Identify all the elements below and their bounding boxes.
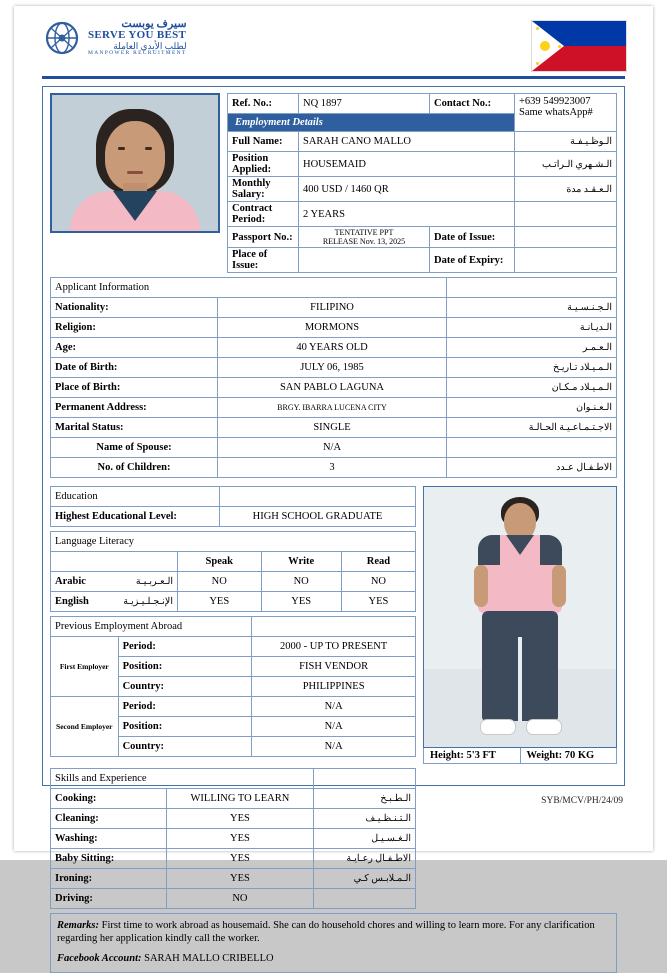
height-value: 5'3 FT <box>466 750 496 761</box>
second-employer-text: Second Employer <box>56 722 113 731</box>
english-write: YES <box>261 592 341 612</box>
place-of-issue-value <box>299 248 430 273</box>
cooking-arabic: الـطـبـخ <box>313 789 415 809</box>
baby-sitting-value: YES <box>167 849 313 869</box>
second-period-label: Period: <box>118 697 252 717</box>
place-of-birth-arabic: الـمـيـلاد مـكـان <box>447 378 617 398</box>
employment-details-block <box>227 93 617 273</box>
table-row <box>51 532 416 552</box>
permanent-address-arabic: الـعـنـوان <box>447 398 617 418</box>
second-period-value: N/A <box>252 697 416 717</box>
age-label: Age: <box>51 338 218 358</box>
ironing-arabic: الـمـلابـس كـي <box>313 869 415 889</box>
second-position-value: N/A <box>252 717 416 737</box>
education-table <box>50 486 416 527</box>
religion-arabic: الـديـانـة <box>447 318 617 338</box>
first-employer-label <box>51 637 119 697</box>
marital-status-arabic: الاجـتـمـاعـيـة الحـالـة <box>447 418 617 438</box>
cv-sheet <box>14 6 653 965</box>
table-row <box>228 202 617 227</box>
highest-education-label: Highest Educational Level: <box>51 507 220 527</box>
age-value: 40 YEARS OLD <box>218 338 447 358</box>
permanent-address-label: Permanent Address: <box>51 398 218 418</box>
logo-text-block <box>88 19 187 57</box>
contact-no-label: Contact No.: <box>430 94 515 114</box>
education-band-arabic: الـتـعـلـيـمي الـمـسـتـوى <box>220 487 416 507</box>
contract-period-label: Contract Period: <box>228 202 299 227</box>
table-row <box>51 418 617 438</box>
date-of-birth-arabic: الـمـيـلاد تـاريـخ <box>447 358 617 378</box>
logo-english-title: SERVE YOU BEST <box>88 29 187 42</box>
logo-tagline: MANPOWER RECRUITMENT <box>88 50 187 57</box>
facebook-value: SARAH MALLO CRIBELLO <box>144 953 274 965</box>
first-position-label: Position: <box>118 657 252 677</box>
table-row <box>51 789 416 809</box>
language-english-label: English <box>55 596 89 607</box>
religion-value: MORMONS <box>218 318 447 338</box>
language-english-row <box>51 592 178 612</box>
position-applied-arabic: الـشـهري الـراتـب <box>515 152 617 177</box>
mid-section <box>50 486 617 764</box>
language-literacy-table <box>50 531 416 612</box>
full-name-arabic: الـوظـيـفـة <box>515 132 617 152</box>
language-english-native: الإنـجـلـيـزيـة <box>123 597 173 607</box>
table-row <box>51 617 416 637</box>
date-of-issue-value <box>515 227 617 248</box>
remarks-text: First time to work abroad as housemaid. She can do household chores and willing to learn more. For any clarification regarding her application kindly call the worker. <box>57 920 595 945</box>
skills-table <box>50 768 416 909</box>
table-row <box>51 829 416 849</box>
mid-left-column <box>50 486 416 764</box>
baby-sitting-arabic: الاطـفـال رعـايـة <box>313 849 415 869</box>
language-literacy-band: Language Literacy <box>51 532 416 552</box>
previous-employment-band: Previous Employment Abroad <box>51 617 252 637</box>
second-country-label: Country: <box>118 737 252 757</box>
cleaning-value: YES <box>167 809 313 829</box>
table-row <box>51 889 416 909</box>
nationality-value: FILIPINO <box>218 298 447 318</box>
place-of-birth-value: SAN PABLO LAGUNA <box>218 378 447 398</box>
baby-sitting-label: Baby Sitting: <box>51 849 167 869</box>
nationality-arabic: الـجـنـسـيـة <box>447 298 617 318</box>
table-row <box>51 338 617 358</box>
driving-arabic <box>313 889 415 909</box>
weight-label: Weight: <box>526 750 563 761</box>
contract-period-value: 2 YEARS <box>299 202 515 227</box>
english-speak: YES <box>178 592 262 612</box>
table-row <box>51 809 416 829</box>
position-applied-value: HOUSEMAID <box>299 152 515 177</box>
cooking-value: WILLING TO LEARN <box>167 789 313 809</box>
name-of-spouse-arabic <box>447 438 617 458</box>
second-position-label: Position: <box>118 717 252 737</box>
washing-arabic: الـغـسـيـل <box>313 829 415 849</box>
language-arabic-label: Arabic <box>55 576 86 587</box>
language-col-read: Read <box>341 552 415 572</box>
ironing-label: Ironing: <box>51 869 167 889</box>
full-name-value: SARAH CANO MALLO <box>299 132 515 152</box>
table-row <box>51 592 416 612</box>
table-row <box>51 358 617 378</box>
applicant-information-table <box>50 277 617 478</box>
language-col-write: Write <box>261 552 341 572</box>
logo-arabic-subtitle: لطلب الأيدي العاملة <box>113 40 187 51</box>
monthly-salary-label: Monthly Salary: <box>228 177 299 202</box>
mid-right-column <box>423 486 617 764</box>
facebook-line <box>57 952 610 965</box>
full-body-photo <box>423 486 617 748</box>
globe-icon <box>42 18 82 58</box>
measurements-row <box>423 748 617 764</box>
table-row <box>51 278 617 298</box>
table-row <box>51 637 416 657</box>
applicant-information-band: Applicant Information <box>51 278 447 298</box>
table-row <box>228 177 617 202</box>
arabic-read: NO <box>341 572 415 592</box>
remarks-block <box>50 913 617 973</box>
contact-phone: +639 549923007 <box>519 96 591 107</box>
employment-details-band-cell <box>228 114 515 132</box>
date-of-expiry-value <box>515 248 617 273</box>
first-period-label: Period: <box>118 637 252 657</box>
previous-employment-band-arabic: الـبـلاد خـارج خـبـرة <box>252 617 416 637</box>
no-of-children-arabic: الاطـفـال عـدد <box>447 458 617 478</box>
no-of-children-label: No. of Children: <box>51 458 218 478</box>
philippines-flag-icon <box>531 20 627 72</box>
passport-no-label: Passport No.: <box>228 227 299 248</box>
table-row <box>51 697 416 717</box>
table-row <box>228 248 617 273</box>
contract-period-arabic <box>515 202 617 227</box>
passport-no-value: TENTATIVE PPT RELEASE Nov. 13, 2025 <box>299 227 430 248</box>
date-of-birth-value: JULY 06, 1985 <box>218 358 447 378</box>
table-row <box>51 869 416 889</box>
second-employer-label <box>51 697 119 757</box>
first-country-value: PHILIPPINES <box>252 677 416 697</box>
driving-value: NO <box>167 889 313 909</box>
skills-band-arabic: الـعـمـلـيـة خـبـرة <box>313 769 415 789</box>
place-of-birth-label: Place of Birth: <box>51 378 218 398</box>
table-row <box>51 458 617 478</box>
place-of-issue-label: Place of Issue: <box>228 248 299 273</box>
facebook-label: Facebook Account: <box>57 953 142 965</box>
first-employer-text: First Employer <box>59 662 109 671</box>
education-band: Education <box>51 487 220 507</box>
table-row <box>51 298 617 318</box>
language-arabic-native: الـعـربـيـة <box>135 577 173 587</box>
top-section <box>50 93 617 273</box>
remarks-label: Remarks: <box>57 920 99 931</box>
washing-value: YES <box>167 829 313 849</box>
cooking-label: Cooking: <box>51 789 167 809</box>
language-col-speak: Speak <box>178 552 262 572</box>
highest-education-value: HIGH SCHOOL GRADUATE <box>220 507 416 527</box>
religion-label: Religion: <box>51 318 218 338</box>
arabic-speak: NO <box>178 572 262 592</box>
table-row <box>228 132 617 152</box>
table-row <box>228 94 617 114</box>
table-row <box>51 398 617 418</box>
cleaning-label: Cleaning: <box>51 809 167 829</box>
arabic-write: NO <box>261 572 341 592</box>
second-country-value: N/A <box>252 737 416 757</box>
height-cell <box>424 748 521 763</box>
table-row <box>51 487 416 507</box>
permanent-address-value: BRGY. IBARRA LUCENA CITY <box>218 398 447 418</box>
logo-arabic-title: سيرف يوبست <box>121 17 187 30</box>
language-col-blank <box>51 552 178 572</box>
table-row <box>51 378 617 398</box>
height-label: Height: <box>430 750 464 761</box>
document-footer-code: SYB/MCV/PH/24/09 <box>541 796 623 806</box>
age-arabic: الـعـمـر <box>447 338 617 358</box>
ref-no-label: Ref. No.: <box>228 94 299 114</box>
ironing-value: YES <box>167 869 313 889</box>
table-row <box>228 152 617 177</box>
header-divider <box>42 76 625 79</box>
employment-details-band: Employment Details <box>228 114 514 131</box>
first-position-value: FISH VENDOR <box>252 657 416 677</box>
full-name-label: Full Name: <box>228 132 299 152</box>
washing-label: Washing: <box>51 829 167 849</box>
first-period-value: 2000 - UP TO PRESENT <box>252 637 416 657</box>
nationality-label: Nationality: <box>51 298 218 318</box>
marital-status-value: SINGLE <box>218 418 447 438</box>
weight-cell <box>521 748 617 763</box>
ref-no-value: NQ 1897 <box>299 94 430 114</box>
monthly-salary-arabic: الـعـقـد مدة <box>515 177 617 202</box>
driving-label: Driving: <box>51 889 167 909</box>
skills-band: Skills and Experience <box>51 769 314 789</box>
name-of-spouse-value: N/A <box>218 438 447 458</box>
company-logo <box>42 18 187 58</box>
table-row <box>51 438 617 458</box>
table-row <box>51 507 416 527</box>
date-of-issue-label: Date of Issue: <box>430 227 515 248</box>
table-row <box>51 769 416 789</box>
document-header <box>14 6 653 72</box>
name-of-spouse-label: Name of Spouse: <box>51 438 218 458</box>
table-row <box>51 849 416 869</box>
no-of-children-value: 3 <box>218 458 447 478</box>
language-arabic-row <box>51 572 178 592</box>
contact-no-value <box>515 94 617 132</box>
table-row <box>51 552 416 572</box>
employment-details-table <box>227 93 617 273</box>
date-of-expiry-label: Date of Expiry: <box>430 248 515 273</box>
weight-value: 70 KG <box>564 750 595 761</box>
contact-whatsapp: Same whatsApp# <box>519 107 593 118</box>
cleaning-arabic: الـتـنـظـيـف <box>313 809 415 829</box>
previous-employment-table <box>50 616 416 757</box>
table-row <box>51 318 617 338</box>
applicant-information-band-arabic: الـطـلـب مـقـدم بـيـانـات <box>447 278 617 298</box>
marital-status-label: Marital Status: <box>51 418 218 438</box>
headshot-photo <box>50 93 220 233</box>
table-row <box>51 572 416 592</box>
english-read: YES <box>341 592 415 612</box>
date-of-birth-label: Date of Birth: <box>51 358 218 378</box>
monthly-salary-value: 400 USD / 1460 QR <box>299 177 515 202</box>
position-applied-label: Position Applied: <box>228 152 299 177</box>
table-row <box>228 227 617 248</box>
first-country-label: Country: <box>118 677 252 697</box>
